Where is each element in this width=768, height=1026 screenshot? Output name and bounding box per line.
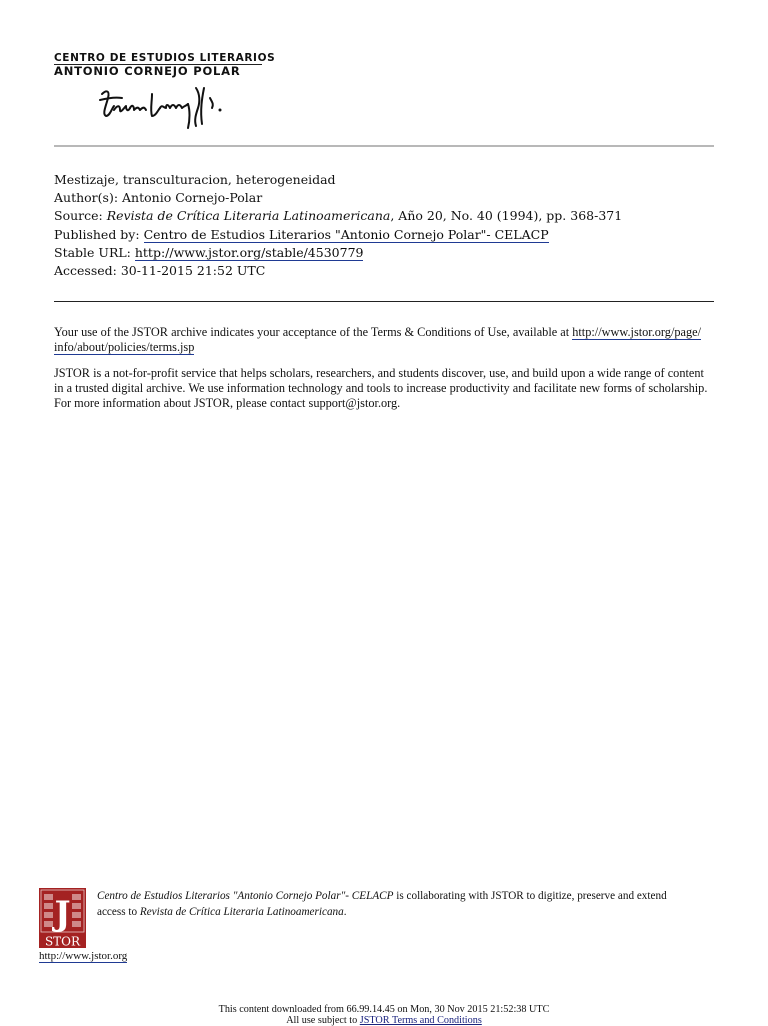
source-journal: Revista de Crítica Literaria Latinoamericana — [106, 208, 391, 224]
jstor-logo-text: STOR — [44, 934, 81, 948]
source-label: Source: — [54, 208, 103, 224]
collab-line2 — [97, 905, 732, 921]
accessed-line: Accessed: 30-11-2015 21:52 UTC — [54, 262, 266, 278]
publisher-logo — [54, 52, 276, 78]
jstor-home-link[interactable]: http://www.jstor.org — [39, 950, 128, 962]
about-line1: JSTOR is a not-for-profit service that helps scholars, researchers, and students discover, use, and build upon a wide range of content — [54, 366, 704, 380]
authors-line — [54, 189, 724, 207]
collab-line1 — [97, 889, 732, 905]
about-line2: in a trusted digital archive. We use information technology and tools to increase productivity and facilitate new forms of scholarship. — [54, 381, 708, 396]
terms-text: Your use of the JSTOR archive indicates your acceptance of the Terms & Conditions of Use, available at — [54, 325, 570, 339]
collab-middle: is collaborating with JSTOR to digitize, preserve and extend — [393, 890, 667, 902]
collab-suffix: . — [343, 905, 347, 918]
stable-url-line — [54, 244, 724, 262]
collab-publisher: Centro de Estudios Literarios "Antonio Cornejo Polar"- CELACP — [97, 890, 394, 902]
collab-journal: Revista de Crítica Literaria Latinoamericana — [139, 905, 344, 918]
download-line2 — [0, 1015, 768, 1026]
collaboration-notice — [97, 889, 732, 920]
terms-notice — [54, 325, 722, 355]
jstor-logo-letter: J — [54, 894, 71, 934]
signature-image — [96, 80, 236, 135]
stable-url-link[interactable]: http://www.jstor.org/stable/4530779 — [134, 244, 364, 260]
publisher-logo-line2: ANTONIO CORNEJO POLAR — [54, 64, 241, 78]
download-line1: This content downloaded from 66.99.14.45 on Mon, 30 Nov 2015 21:52:38 UTC — [218, 1004, 550, 1015]
terms-line1 — [54, 325, 722, 340]
terms-conditions-link[interactable]: JSTOR Terms and Conditions — [359, 1015, 482, 1026]
about-line3: For more information about JSTOR, please contact support@jstor.org. — [54, 396, 401, 411]
publisher-link[interactable]: Centro de Estudios Literarios "Antonio Cornejo Polar"- CELACP — [143, 226, 549, 242]
source-details: , Año 20, No. 40 (1994), pp. 368-371 — [390, 208, 623, 224]
stable-url-label: Stable URL: — [54, 244, 131, 260]
download-note — [0, 1004, 768, 1026]
terms-link-part1[interactable]: http://www.jstor.org/page/ — [572, 325, 702, 339]
jstor-logo-icon — [39, 888, 86, 948]
jstor-url — [39, 950, 127, 962]
about-jstor — [54, 366, 722, 412]
published-line — [54, 226, 724, 244]
terms-line2 — [54, 340, 722, 355]
published-label: Published by: — [54, 226, 140, 242]
download-line2-prefix: All use subject to — [286, 1015, 360, 1026]
collab-prefix: access to — [97, 905, 140, 918]
source-line — [54, 207, 724, 225]
citation-divider — [54, 301, 714, 302]
article-title: Mestizaje, transculturacion, heterogeneidad — [54, 172, 336, 187]
publisher-logo-line1: CENTRO DE ESTUDIOS LITERARIOS — [54, 52, 276, 64]
authors-label: Author(s): — [54, 190, 119, 206]
citation-block — [54, 171, 724, 280]
authors-value: Antonio Cornejo-Polar — [122, 190, 263, 206]
header-divider — [54, 145, 714, 147]
terms-link-part2[interactable]: info/about/policies/terms.jsp — [54, 340, 195, 355]
